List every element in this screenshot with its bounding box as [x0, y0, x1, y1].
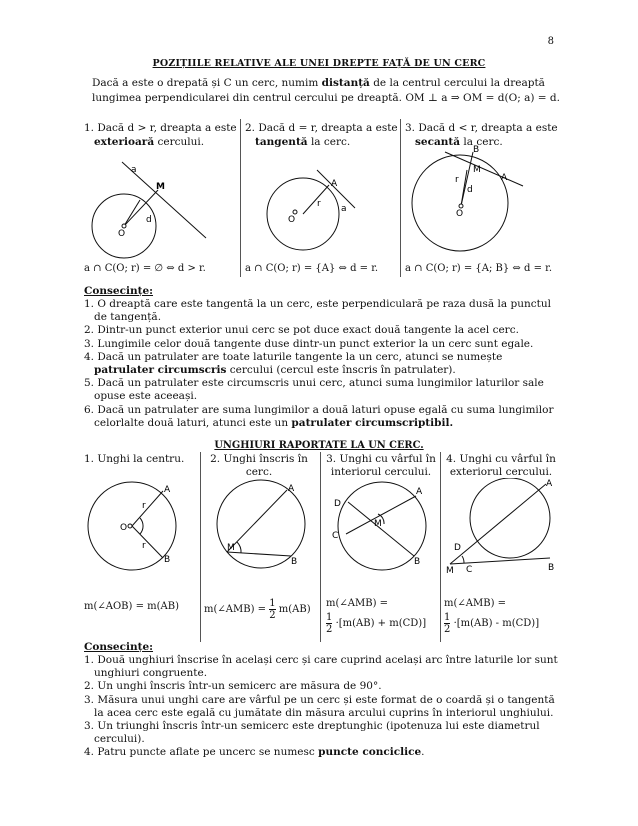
label-A: A [546, 479, 553, 489]
item-tail: cercului (cercul este înscris în patrulater). [226, 364, 456, 377]
circle [470, 478, 550, 558]
case-1-formula: a ∩ C(O; r) = ∅ ⇔ d > r. [84, 263, 206, 274]
label-O: O [288, 215, 296, 225]
center-point [128, 524, 132, 528]
list-item [84, 351, 560, 377]
case-3-lead: 3. Dacă d < r, dreapta a este [405, 122, 558, 134]
label-d: d [467, 185, 473, 195]
center-point [122, 224, 126, 228]
label-B: B [473, 145, 480, 155]
tangent-line [317, 170, 355, 208]
angle-arc [462, 556, 464, 563]
item-text: 4. Patru puncte aflate pe uncerc se numesc [84, 746, 319, 759]
angle-arc [237, 542, 241, 553]
page-title: POZIȚIILE RELATIVE ALE UNEI DREPTE FAȚĂ DE UN CERC [152, 58, 486, 69]
page-number: 8 [547, 36, 554, 47]
label-O: O [118, 229, 126, 239]
fraction-num: 1 [326, 612, 333, 623]
intro-bold-term: distanță [321, 77, 370, 89]
formula-central: m(∠AOB) = m(AB) [84, 601, 180, 612]
divider [400, 119, 401, 277]
case-3-bold: secantă [415, 135, 461, 148]
radius-line [124, 200, 140, 226]
divider [440, 452, 441, 642]
chord-MA [227, 490, 287, 552]
circle [338, 482, 426, 570]
figure-secant-line [405, 140, 560, 260]
fraction-num: 1 [444, 612, 451, 623]
chord-MB [227, 552, 291, 556]
list-item: 3. Lungimile celor două tangente duse dintr-un punct exterior la un cerc sunt egale. [84, 337, 534, 350]
case-2-text [245, 122, 407, 149]
divider [320, 452, 321, 642]
formula-right: m(AB) [278, 604, 311, 615]
angles-section-title: UNGHIURI RAPORTATE LA UN CERC. [214, 440, 424, 451]
item-text: 6. Dacă un patrulater are suma lungimilor a două laturi opuse egală cu suma lungimilor celorlalte două laturi, atunci este un [84, 403, 554, 429]
label-M: M [473, 165, 481, 175]
intro-text-2: de la centrul cercului la dreaptă lungimea perpendicularei din centrul cercului pe dreaptă. OM ⊥ a ⇒ OM = d(O; a) = d. [92, 77, 560, 104]
fraction-den: 2 [326, 624, 333, 635]
formula-exterior [444, 612, 539, 635]
formula-right: ·[m(AB) - m(CD)] [453, 618, 540, 629]
label-a: a [341, 204, 347, 214]
label-M: M [374, 519, 382, 529]
radius-line [303, 185, 329, 214]
list-item: 5. Dacă un patrulater este circumscris unui cerc, atunci suma lungimilor laturilor sale opuse este aceeași. [84, 377, 544, 403]
center-point [293, 210, 297, 214]
label-M: M [227, 543, 235, 553]
list-item [84, 404, 560, 430]
fraction [269, 598, 275, 621]
fraction-num: 1 [269, 598, 276, 609]
label-O: O [120, 523, 128, 533]
item-bold: patrulater circumscriptibil. [291, 416, 454, 429]
angle-4-label: 4. Unghi cu vârful în exteriorul cercului. [446, 453, 556, 478]
label-B: B [291, 557, 298, 567]
label-B: B [548, 563, 555, 573]
list-item: 3. Măsura unui unghi care are vârful pe un cerc și este format de o coardă și o tangentă la acea cerc este egală cu jumătate din măsura arcului cuprins în interiorul unghiului. [84, 693, 555, 719]
consequences-list [84, 654, 560, 760]
label-A: A [288, 484, 295, 494]
chord-DB [348, 502, 414, 556]
label-C: C [466, 565, 473, 575]
circle [412, 155, 508, 251]
list-item: 1. O dreaptă care este tangentă la un cerc, este perpendiculară pe raza dusă la punctul de tangență. [84, 298, 551, 324]
case-2-lead: 2. Dacă d = r, dreapta a este [245, 122, 398, 134]
angle-3-label: 3. Unghi cu vârful în interiorul cercului. [326, 453, 436, 478]
list-item: 2. Dintr-un punct exterior unui cerc se pot duce exact două tangente la acel cerc. [84, 324, 519, 337]
fraction-den: 2 [269, 610, 276, 621]
case-1-lead: 1. Dacă d > r, dreapta a este [84, 122, 237, 134]
consequences-list [84, 298, 560, 430]
fraction [444, 612, 450, 635]
label-A: A [164, 485, 171, 495]
label-B: B [414, 557, 421, 567]
radius-OA [132, 491, 163, 526]
label-B: B [164, 555, 171, 565]
angle-1-label: 1. Unghi la centru. [84, 453, 185, 465]
formula-left: m(∠AMB) = [204, 604, 267, 615]
list-item: 2. Un unghi înscris într-un semicerc are măsura de 90°. [84, 680, 382, 693]
fraction-den: 2 [444, 624, 451, 635]
case-1-text [84, 122, 246, 149]
angle-arc [140, 518, 143, 534]
list-item: 3. Un triunghi înscris într-un semicerc este dreptunghic (ipotenuza lui este diametrul cercului). [84, 720, 540, 746]
radius-OB [132, 526, 163, 558]
formula-right: ·[m(AB) + m(CD)] [335, 618, 427, 629]
case-1-tail: cercului. [154, 135, 205, 148]
consequences-heading: Consecințe: [84, 285, 154, 297]
figure-interior-angle [322, 478, 440, 578]
secant-MB [450, 558, 550, 564]
formula-interior-top: m(∠AMB) = [326, 598, 389, 609]
perpendicular [124, 190, 158, 226]
label-r: r [142, 541, 146, 551]
divider [240, 119, 241, 277]
label-O: O [456, 209, 464, 219]
label-d: d [146, 215, 152, 225]
angle-2-label: 2. Unghi înscris în cerc. [210, 453, 308, 478]
list-item: 1. Două unghiuri înscrise în același cerc și care cuprind același arc între laturile lor sunt unghiuri congruente. [84, 654, 558, 680]
case-3-formula: a ∩ C(O; r) = {A; B} ⇔ d = r. [405, 263, 552, 274]
label-D: D [334, 499, 341, 509]
formula-inscribed [204, 598, 319, 621]
figure-exterior-angle [442, 478, 560, 578]
label-A: A [331, 179, 338, 189]
label-C: C [332, 531, 339, 541]
figure-inscribed-angle [203, 478, 317, 578]
case-1-bold: exterioară [94, 135, 155, 148]
center-point [459, 204, 463, 208]
figure-exterior-line [84, 160, 239, 260]
case-3-tail: la cerc. [460, 135, 503, 148]
item-bold: patrulater circumscris [94, 364, 227, 377]
label-A: A [416, 487, 423, 497]
fraction [326, 612, 332, 635]
label-M: M [446, 566, 454, 576]
formula-interior [326, 612, 426, 635]
label-A: A [501, 173, 508, 183]
divider [200, 452, 201, 642]
case-2-tail: la cerc. [307, 135, 351, 148]
intro-paragraph [92, 76, 562, 105]
label-r: r [455, 175, 459, 185]
intro-text-1: Dacă a este o drepată și C un cerc, numim [92, 77, 322, 89]
consequences-heading: Consecințe: [84, 641, 154, 653]
item-text: 4. Dacă un patrulater are toate laturile tangente la un cerc, atunci se numește [84, 350, 503, 363]
label-r: r [142, 501, 146, 511]
item-bold: puncte conciclice [318, 746, 422, 759]
label-M: M [156, 182, 165, 192]
list-item [84, 746, 560, 759]
formula-exterior-top: m(∠AMB) = [444, 598, 507, 609]
label-a: a [131, 165, 137, 175]
figure-central-angle [84, 478, 198, 578]
case-2-formula: a ∩ C(O; r) = {A} ⇔ d = r. [245, 263, 379, 274]
figure-tangent-line [245, 160, 400, 260]
label-r: r [317, 199, 321, 209]
item-tail: . [421, 746, 425, 759]
case-2-bold: tangentă [255, 135, 308, 148]
label-D: D [454, 543, 461, 553]
